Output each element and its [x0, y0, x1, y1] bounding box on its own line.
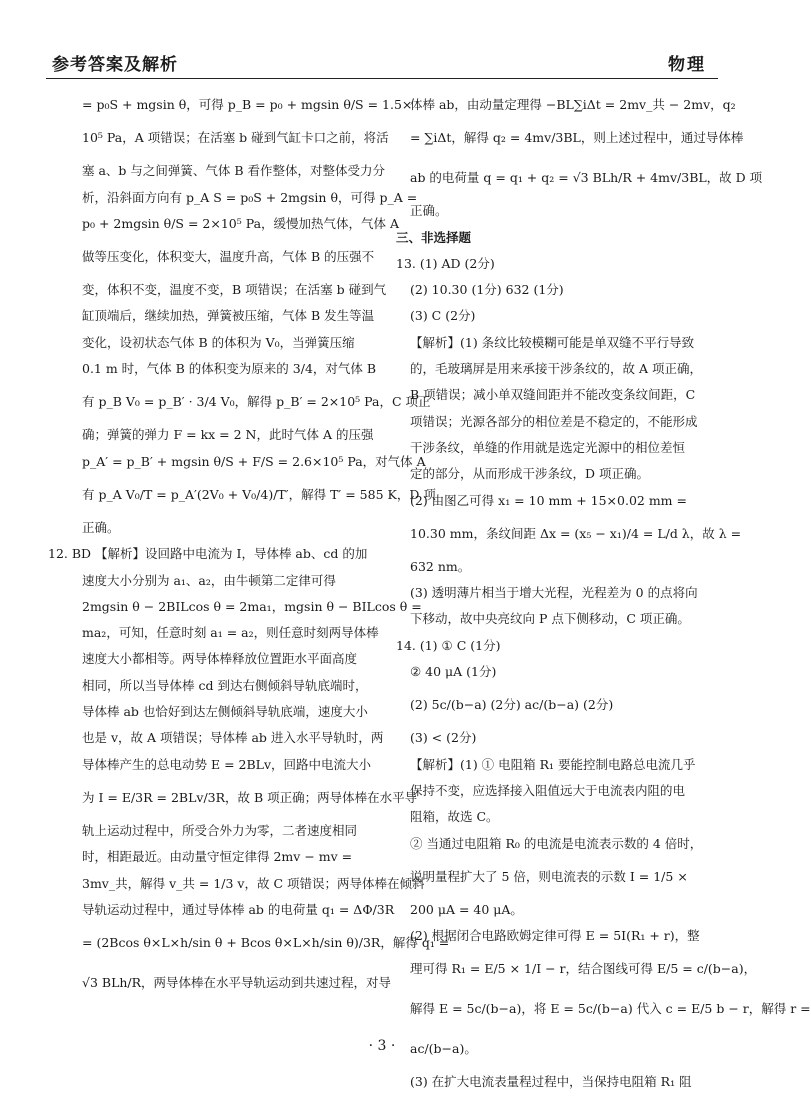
text-line: ma₂，可知，任意时刻 a₁ = a₂，则任意时刻两导体棒: [82, 625, 379, 641]
text-line: 确；弹簧的弹力 F = kx = 2 N，此时气体 A 的压强: [82, 427, 374, 443]
text-line: 632 nm。: [410, 558, 471, 574]
text-line: 导轨运动过程中，通过导体棒 ab 的电荷量 q₁ = ΔΦ/3R: [82, 901, 395, 917]
text-line: 干涉条纹，单缝的作用就是选定光源中的相位差恒: [410, 439, 686, 455]
header-rule: [46, 78, 718, 79]
text-line: 做等压变化，体积变大，温度升高，气体 B 的压强不: [82, 249, 375, 265]
text-line: 导体棒产生的总电动势 E = 2BLv，回路中电流大小: [82, 756, 372, 772]
text-line: 【解析】(1) 条纹比较模糊可能是单双缝不平行导致: [410, 334, 695, 350]
text-line: = ∑iΔt，解得 q₂ = 4mv/3BL，则上述过程中，通过导体棒: [410, 130, 744, 146]
text-line: 200 μA = 40 μA。: [410, 901, 523, 917]
text-line: 变，体积不变，温度不变，B 项错误；在活塞 b 碰到气: [82, 282, 387, 298]
text-line: 下移动，故中央亮纹向 P 点下侧移动，C 项正确。: [410, 611, 690, 627]
text-line: 速度大小分别为 a₁、a₂，由牛顿第二定律可得: [82, 572, 336, 588]
text-line: ab 的电荷量 q = q₁ + q₂ = √3 BLh/R + 4mv/3BL，故 D 项: [410, 170, 763, 186]
text-line: 缸顶端后，继续加热，弹簧被压缩，气体 B 发生等温: [82, 308, 375, 324]
text-line: p₀ + 2mgsin θ/S = 2×10⁵ Pa，缓慢加热气体，气体 A: [82, 215, 400, 231]
text-line: 3mv_共，解得 v_共 = 1/3 v，故 C 项错误；两导体棒在倾斜: [82, 875, 425, 891]
text-line: 解得 E = 5c/(b−a)，将 E = 5c/(b−a) 代入 c = E/5 b − r，解得 r =: [410, 1001, 811, 1017]
text-line: (2) 由图乙可得 x₁ = 10 mm + 15×0.02 mm =: [410, 492, 687, 508]
text-line: (2) 10.30 (1分) 632 (1分): [410, 282, 564, 298]
text-line: 相同，所以当导体棒 cd 到达右侧倾斜导轨底端时，: [82, 677, 368, 693]
text-line: 12. BD 【解析】设回路中电流为 I，导体棒 ab、cd 的加: [48, 546, 368, 562]
text-line: 阻箱，故选 C。: [410, 809, 499, 825]
text-line: 10⁵ Pa，A 项错误；在活塞 b 碰到气缸卡口之前，将活: [82, 130, 389, 146]
text-line: 时，相距最近。由动量守恒定律得 2mv − mv =: [82, 849, 353, 865]
text-line: 有 p_B V₀ = p_B′ · 3/4 V₀，解得 p_B′ = 2×10⁵ Pa，C 项正: [82, 394, 431, 410]
text-line: √3 BLh/R，两导体棒在水平导轨运动到共速过程，对导: [82, 975, 392, 991]
subject-title: 物理: [668, 55, 706, 75]
text-line: (2) 根据闭合电路欧姆定律可得 E = 5I(R₁ + r)，整: [410, 928, 700, 944]
right-column: [396, 92, 811, 1096]
text-line: 2mgsin θ − 2BILcos θ = 2ma₁，mgsin θ − BILcos θ =: [82, 598, 422, 614]
text-line: 13. (1) AD (2分): [396, 255, 495, 271]
text-line: (3) 在扩大电流表量程过程中，当保持电阻箱 R₁ 阻: [410, 1074, 692, 1090]
text-line: ac/(b−a)。: [410, 1041, 477, 1057]
text-line: B 项错误；减小单双缝间距并不能改变条纹间距，C: [410, 387, 696, 403]
text-line: 三、非选择题: [396, 229, 472, 245]
header-title: 参考答案及解析: [52, 55, 178, 75]
text-line: (2) 5c/(b−a) (2分) ac/(b−a) (2分): [410, 697, 614, 713]
text-line: 0.1 m 时，气体 B 的体积变为原来的 3/4，对气体 B: [82, 361, 377, 377]
text-line: 14. (1) ① C (1分): [396, 637, 501, 653]
page-number: · 3 ·: [368, 1038, 396, 1054]
text-line: 保持不变，应选择接入阻值远大于电流表内阻的电: [410, 782, 686, 798]
text-line: 也是 v，故 A 项错误；导体棒 ab 进入水平导轨时，两: [82, 730, 384, 746]
text-line: 速度大小都相等。两导体棒释放位置距水平面高度: [82, 651, 358, 667]
text-line: 为 I = E/3R = 2BLv/3R，故 B 项正确；两导体棒在水平导: [82, 789, 418, 805]
text-line: ② 40 μA (1分): [410, 664, 497, 680]
text-line: 说明量程扩大了 5 倍，则电流表的示数 I = 1/5 ×: [410, 868, 688, 884]
text-line: (3) 透明薄片相当于增大光程，光程差为 0 的点将向: [410, 585, 698, 601]
text-line: (3) C (2分): [410, 308, 476, 324]
text-line: 塞 a、b 与之间弹簧、气体 B 看作整体，对整体受力分: [82, 163, 386, 179]
text-line: 理可得 R₁ = E/5 × 1/I − r，结合图线可得 E/5 = c/(b−a)，: [410, 961, 757, 977]
text-line: 【解析】(1) ① 电阻箱 R₁ 要能控制电路总电流几乎: [410, 756, 696, 772]
text-line: = p₀S + mgsin θ，可得 p_B = p₀ + mgsin θ/S = 1.5×: [82, 97, 413, 112]
text-line: = (2Bcos θ×L×h/sin θ + Bcos θ×L×h/sin θ)/3R，解得 q₁ =: [82, 935, 450, 951]
text-line: (3) < (2分): [410, 730, 477, 746]
text-line: p_A′ = p_B′ + mgsin θ/S + F/S = 2.6×10⁵ Pa，对气体 A: [82, 453, 426, 469]
text-line: 析，沿斜面方向有 p_A S = p₀S + 2mgsin θ，可得 p_A =: [82, 189, 418, 205]
text-line: 的，毛玻璃屏是用来承接干涉条纹的，故 A 项正确，: [410, 361, 702, 377]
text-line: 有 p_A V₀/T = p_A′(2V₀ + V₀/4)/T′，解得 T′ = 585 K，D 项: [82, 486, 436, 502]
text-line: 项错误；光源各部分的相位差是不稳定的，不能形成: [410, 413, 698, 429]
text-line: 导体棒 ab 也恰好到达左侧倾斜导轨底端，速度大小: [82, 704, 368, 720]
text-line: ② 当通过电阻箱 R₀ 的电流是电流表示数的 4 倍时，: [410, 835, 703, 851]
text-line: 正确。: [82, 519, 120, 535]
text-line: 变化，设初状态气体 B 的体积为 V₀，当弹簧压缩: [82, 334, 355, 350]
text-line: 轨上运动过程中，所受合外力为零，二者速度相同: [82, 822, 358, 838]
text-line: 定的部分，从而形成干涉条纹，D 项正确。: [410, 466, 649, 482]
text-line: 正确。: [410, 203, 448, 219]
text-line: 10.30 mm，条纹间距 Δx = (x₅ − x₁)/4 = L/d λ，故 λ =: [410, 525, 742, 541]
text-line: 体棒 ab，由动量定理得 −BL∑iΔt = 2mv_共 − 2mv，q₂: [410, 97, 736, 112]
